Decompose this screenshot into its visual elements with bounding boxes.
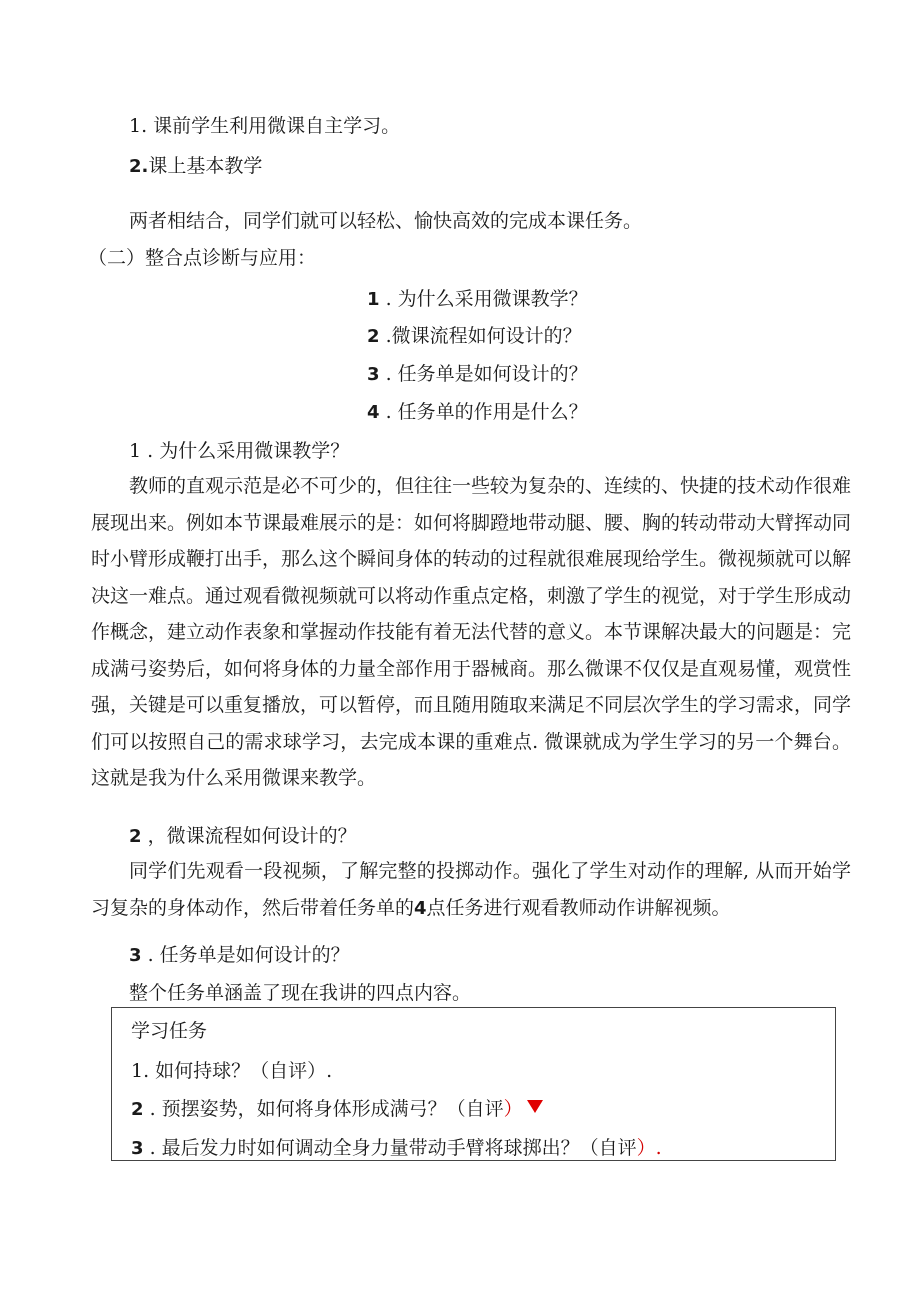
triangle-down-icon (527, 1100, 543, 1113)
toc-item-2 (367, 324, 582, 349)
q1-body (91, 468, 851, 797)
task-box (111, 1007, 836, 1161)
toc-item-3 (367, 362, 588, 387)
task-item-2-label: . 预摆姿势，如何将身体形成满弓？（自评 (143, 1098, 504, 1120)
task-item-1-label: 如何持球？（自评）. (149, 1060, 333, 1082)
task-item-2 (131, 1097, 543, 1122)
section-heading: （二）整合点诊断与应用： (88, 247, 317, 269)
q2-body-pre: 同学们先观看一段视频，了解完整的投掷动作。强化了学生对动作的理解, 从而开始学习复杂的身体动作，然后带着任务单的 (91, 860, 851, 919)
intro-item-2-number: 2. (129, 156, 149, 177)
toc-item-2-label: .微课流程如何设计的？ (379, 325, 582, 347)
q3-body: 整个任务单涵盖了现在我讲的四点内容。 (129, 982, 472, 1004)
task-item-3-number: 3 (131, 1138, 144, 1159)
toc-item-3-label: . 任务单是如何设计的？ (379, 363, 588, 385)
q2-body-number: 4 (414, 897, 427, 919)
q2-heading-number: 2 (129, 826, 142, 847)
task-item-1-number: 1. (131, 1060, 150, 1082)
intro-item-2-label: 课上基本教学 (148, 155, 263, 177)
toc-item-4-number: 4 (367, 402, 380, 423)
q2-heading (129, 824, 357, 849)
task-item-3-label: . 最后发力时如何调动全身力量带动手臂将球掷出？（自评 (143, 1137, 637, 1159)
q3-heading-label: . 任务单是如何设计的？ (141, 944, 350, 966)
intro-summary: 两者相结合，同学们就可以轻松、愉快高效的完成本课任务。 (129, 210, 643, 232)
intro-item-1: 1. 课前学生利用微课自主学习。 (129, 115, 401, 137)
q3-heading-number: 3 (129, 945, 142, 966)
toc-item-1-number: 1 (367, 289, 380, 310)
task-item-1 (131, 1059, 332, 1083)
q1-heading: 1 . 为什么采用微课教学？ (129, 440, 350, 462)
toc-item-4 (367, 400, 588, 425)
task-item-3 (131, 1136, 662, 1161)
q2-body (91, 853, 851, 927)
toc-item-2-number: 2 (367, 326, 380, 347)
q1-body-text: 教师的直观示范是必不可少的，但往往一些较为复杂的、连续的、快捷的技术动作很难展现出来。例如本节课最难展示的是：如何将脚蹬地带动腿、腰、胸的转动带动大臂挥动同时小臂形成鞭打出手，那么这个瞬间身体的转动的过程就很难展现给学生。微视频就可以解决这一难点。通过观看微视频就可以将动作重点定格，刺激了学生的视觉，对于学生形成动作概念，建立动作表象和掌握动作技能有着无法代替的意义。本节课解决最大的问题是：完成满弓姿势后，如何将身体的力量全部作用于器械商。那么微课不仅仅是直观易懂，观赏性强，关键是可以重复播放，可以暂停，而且随用随取来满足不同层次学生的学习需求，同学们可以按照自己的需求球学习，去完成本课的重难点. 微课就成为学生学习的另一个舞台。这就是我为什么采用微课来教学。 (91, 475, 852, 789)
task-item-2-tail: ） (503, 1098, 523, 1120)
toc-item-1-label: . 为什么采用微课教学？ (379, 288, 588, 310)
task-item-3-tail: ）. (636, 1137, 662, 1159)
task-box-title: 学习任务 (131, 1020, 208, 1042)
toc-item-1 (367, 287, 588, 312)
q2-body-text (91, 853, 851, 927)
toc-item-4-label: . 任务单的作用是什么？ (379, 401, 588, 423)
toc-item-3-number: 3 (367, 364, 380, 385)
q2-body-post: 点任务进行观看教师动作讲解视频。 (426, 896, 731, 919)
q2-heading-label: ，微课流程如何设计的？ (141, 825, 357, 847)
task-item-2-number: 2 (131, 1099, 144, 1120)
intro-item-2 (129, 154, 262, 179)
q3-heading (129, 943, 350, 968)
